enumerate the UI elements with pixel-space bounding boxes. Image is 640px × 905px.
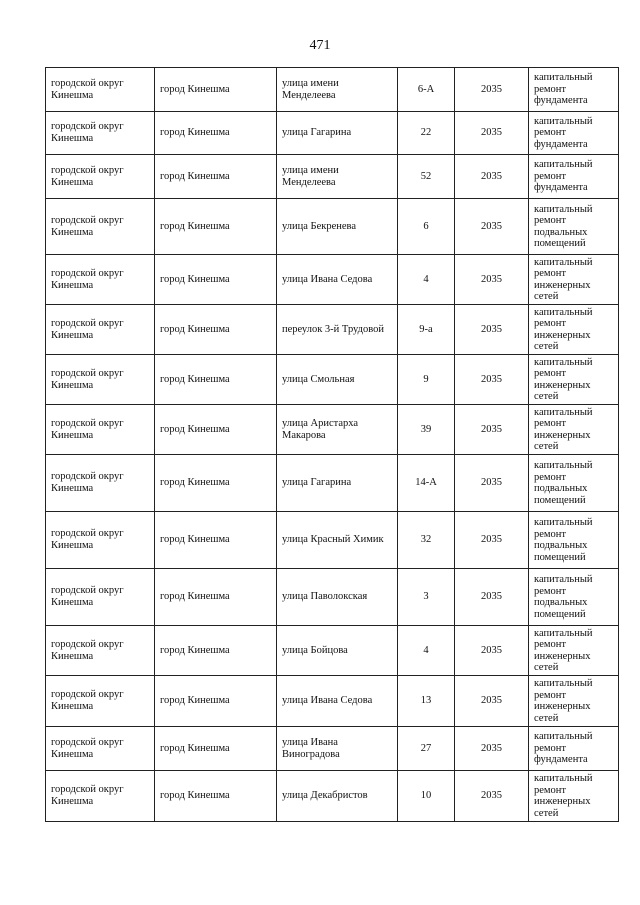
street-cell: улица имени Менделеева <box>277 155 398 199</box>
street-cell: улица Гагарина <box>277 112 398 155</box>
table-row <box>46 771 619 822</box>
settlement-cell: город Кинешма <box>155 771 277 822</box>
year-cell: 2035 <box>455 569 529 626</box>
table-row <box>46 112 619 155</box>
municipality-cell: городской округ Кинешма <box>46 405 155 455</box>
street-cell: улица Ивана Виноградова <box>277 727 398 771</box>
year-cell: 2035 <box>455 305 529 355</box>
house-number-cell: 13 <box>398 676 455 727</box>
year-cell: 2035 <box>455 455 529 512</box>
year-cell: 2035 <box>455 771 529 822</box>
house-number-cell: 9-а <box>398 305 455 355</box>
repair-schedule-table <box>45 67 619 822</box>
work-type-cell: капитальный ремонт инженерных сетей <box>529 676 619 727</box>
work-type-cell: капитальный ремонт подвальных помещений <box>529 199 619 255</box>
work-type-cell: капитальный ремонт фундамента <box>529 112 619 155</box>
municipality-cell: городской округ Кинешма <box>46 771 155 822</box>
work-type-cell: капитальный ремонт подвальных помещений <box>529 512 619 569</box>
municipality-cell: городской округ Кинешма <box>46 569 155 626</box>
settlement-cell: город Кинешма <box>155 405 277 455</box>
municipality-cell: городской округ Кинешма <box>46 255 155 305</box>
house-number-cell: 4 <box>398 626 455 676</box>
year-cell: 2035 <box>455 512 529 569</box>
house-number-cell: 27 <box>398 727 455 771</box>
work-type-cell: капитальный ремонт инженерных сетей <box>529 355 619 405</box>
year-cell: 2035 <box>455 112 529 155</box>
house-number-cell: 10 <box>398 771 455 822</box>
street-cell: улица Бойцова <box>277 626 398 676</box>
house-number-cell: 14-А <box>398 455 455 512</box>
municipality-cell: городской округ Кинешма <box>46 626 155 676</box>
table-row <box>46 155 619 199</box>
table-row <box>46 405 619 455</box>
municipality-cell: городской округ Кинешма <box>46 305 155 355</box>
table-row <box>46 305 619 355</box>
house-number-cell: 6-А <box>398 68 455 112</box>
settlement-cell: город Кинешма <box>155 112 277 155</box>
settlement-cell: город Кинешма <box>155 727 277 771</box>
year-cell: 2035 <box>455 676 529 727</box>
table-row <box>46 355 619 405</box>
settlement-cell: город Кинешма <box>155 355 277 405</box>
settlement-cell: город Кинешма <box>155 305 277 355</box>
year-cell: 2035 <box>455 68 529 112</box>
house-number-cell: 32 <box>398 512 455 569</box>
street-cell: переулок 3-й Трудовой <box>277 305 398 355</box>
table-row <box>46 255 619 305</box>
table-row <box>46 676 619 727</box>
street-cell: улица Паволокская <box>277 569 398 626</box>
house-number-cell: 39 <box>398 405 455 455</box>
table-row <box>46 455 619 512</box>
house-number-cell: 6 <box>398 199 455 255</box>
table-row <box>46 68 619 112</box>
work-type-cell: капитальный ремонт фундамента <box>529 155 619 199</box>
settlement-cell: город Кинешма <box>155 569 277 626</box>
table-row <box>46 569 619 626</box>
municipality-cell: городской округ Кинешма <box>46 455 155 512</box>
street-cell: улица Гагарина <box>277 455 398 512</box>
table-row <box>46 727 619 771</box>
settlement-cell: город Кинешма <box>155 626 277 676</box>
year-cell: 2035 <box>455 355 529 405</box>
work-type-cell: капитальный ремонт фундамента <box>529 727 619 771</box>
work-type-cell: капитальный ремонт инженерных сетей <box>529 255 619 305</box>
house-number-cell: 9 <box>398 355 455 405</box>
street-cell: улица Смольная <box>277 355 398 405</box>
street-cell: улица Бекренева <box>277 199 398 255</box>
work-type-cell: капитальный ремонт инженерных сетей <box>529 626 619 676</box>
municipality-cell: городской округ Кинешма <box>46 676 155 727</box>
settlement-cell: город Кинешма <box>155 199 277 255</box>
work-type-cell: капитальный ремонт инженерных сетей <box>529 305 619 355</box>
house-number-cell: 52 <box>398 155 455 199</box>
municipality-cell: городской округ Кинешма <box>46 727 155 771</box>
page-number: 471 <box>309 38 331 53</box>
settlement-cell: город Кинешма <box>155 155 277 199</box>
settlement-cell: город Кинешма <box>155 512 277 569</box>
year-cell: 2035 <box>455 727 529 771</box>
work-type-cell: капитальный ремонт инженерных сетей <box>529 405 619 455</box>
house-number-cell: 3 <box>398 569 455 626</box>
house-number-cell: 22 <box>398 112 455 155</box>
street-cell: улица Аристарха Макарова <box>277 405 398 455</box>
work-type-cell: капитальный ремонт подвальных помещений <box>529 455 619 512</box>
table-row <box>46 199 619 255</box>
municipality-cell: городской округ Кинешма <box>46 199 155 255</box>
year-cell: 2035 <box>455 255 529 305</box>
municipality-cell: городской округ Кинешма <box>46 68 155 112</box>
house-number-cell: 4 <box>398 255 455 305</box>
year-cell: 2035 <box>455 626 529 676</box>
settlement-cell: город Кинешма <box>155 255 277 305</box>
table-row <box>46 512 619 569</box>
work-type-cell: капитальный ремонт подвальных помещений <box>529 569 619 626</box>
municipality-cell: городской округ Кинешма <box>46 355 155 405</box>
municipality-cell: городской округ Кинешма <box>46 155 155 199</box>
street-cell: улица Ивана Седова <box>277 255 398 305</box>
street-cell: улица имени Менделеева <box>277 68 398 112</box>
street-cell: улица Ивана Седова <box>277 676 398 727</box>
settlement-cell: город Кинешма <box>155 676 277 727</box>
year-cell: 2035 <box>455 405 529 455</box>
street-cell: улица Красный Химик <box>277 512 398 569</box>
settlement-cell: город Кинешма <box>155 68 277 112</box>
municipality-cell: городской округ Кинешма <box>46 512 155 569</box>
year-cell: 2035 <box>455 155 529 199</box>
work-type-cell: капитальный ремонт инженерных сетей <box>529 771 619 822</box>
table-row <box>46 626 619 676</box>
street-cell: улица Декабристов <box>277 771 398 822</box>
municipality-cell: городской округ Кинешма <box>46 112 155 155</box>
year-cell: 2035 <box>455 199 529 255</box>
settlement-cell: город Кинешма <box>155 455 277 512</box>
work-type-cell: капитальный ремонт фундамента <box>529 68 619 112</box>
